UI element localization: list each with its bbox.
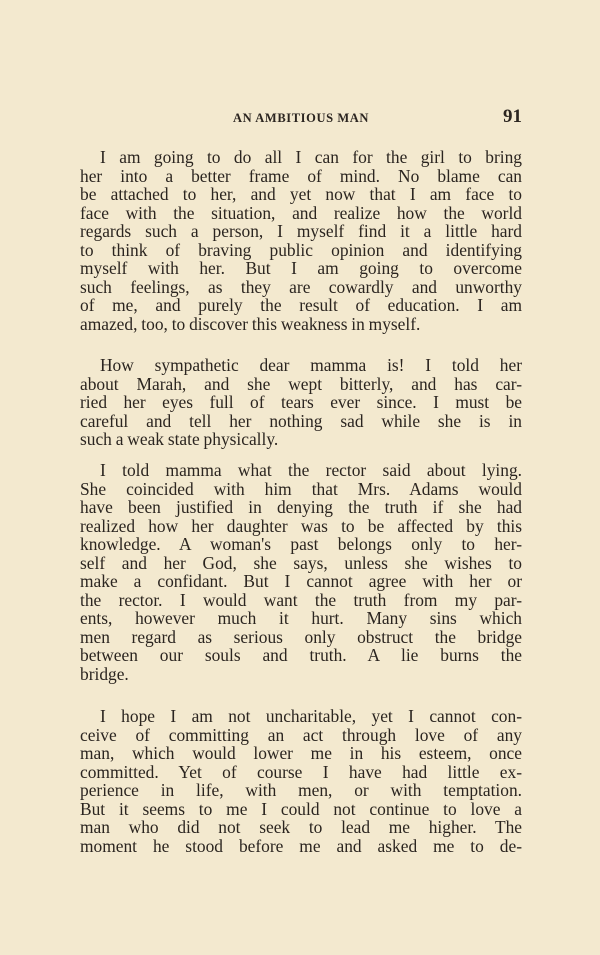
text-line: ceive of committing an act through love of any: [80, 724, 522, 745]
text-line: careful and tell her nothing sad while she is in: [80, 410, 522, 431]
running-title: AN AMBITIOUS MAN: [233, 111, 369, 125]
text-line: moment he stood before me and asked me to de-: [80, 835, 522, 856]
text-line: her into a better frame of mind. No blame can: [80, 165, 522, 186]
text-line: make a confidant. But I cannot agree with her or: [80, 571, 522, 591]
text-line: have been justified in denying the truth if she had: [80, 497, 522, 517]
text-line: myself with her. But I am going to overcome: [80, 258, 522, 278]
text-line: self and her God, she says, unless she wishes to: [80, 552, 522, 573]
text-line: to think of braving public opinion and identifying: [80, 239, 522, 260]
text-line: men regard as serious only obstruct the bridge: [80, 626, 522, 647]
text-line: committed. Yet of course I have had little ex-: [80, 761, 522, 782]
text-line: man, which would lower me in his esteem, once: [80, 743, 522, 763]
paragraph: [80, 461, 522, 683]
text-line: the rector. I would want the truth from my par-: [80, 589, 522, 610]
text-line: bridge.: [80, 663, 129, 684]
text-line: regards such a person, I myself find it a little hard: [80, 221, 522, 241]
text-line: How sympathetic dear mamma is! I told her: [100, 355, 522, 375]
text-line: But it seems to me I could not continue to love a: [80, 798, 522, 819]
page-number: 91: [503, 106, 522, 127]
paragraph: [80, 148, 522, 333]
text-line: between our souls and truth. A lie burns the: [80, 645, 522, 665]
text-line: amazed, too, to discover this weakness in myself.: [80, 313, 421, 334]
page-header: [80, 106, 522, 128]
text-line: realized how her daughter was to be affected by this: [80, 515, 522, 536]
paragraph: [80, 356, 522, 449]
text-line: I told mamma what the rector said about lying.: [100, 460, 522, 480]
text-line: I am going to do all I can for the girl to bring: [100, 147, 522, 167]
text-line: of me, and purely the result of education. I am: [80, 295, 522, 315]
text-line: ents, however much it hurt. Many sins which: [80, 608, 522, 628]
text-line: about Marah, and she wept bitterly, and has car-: [80, 373, 522, 394]
paragraph: [80, 707, 522, 855]
text-line: such a weak state physically.: [80, 429, 279, 449]
text-line: knowledge. A woman's past belongs only to her-: [80, 534, 522, 554]
text-line: She coincided with him that Mrs. Adams would: [80, 478, 522, 499]
text-line: man who did not seek to lead me higher. The: [80, 817, 522, 837]
text-line: perience in life, with men, or with temptation.: [80, 780, 522, 800]
text-line: I hope I am not uncharitable, yet I cannot con-: [100, 706, 522, 726]
text-line: be attached to her, and yet now that I am face to: [80, 184, 522, 204]
text-line: ried her eyes full of tears ever since. I must be: [80, 392, 522, 412]
text-line: such feelings, as they are cowardly and unworthy: [80, 276, 522, 297]
text-line: face with the situation, and realize how the world: [80, 202, 522, 223]
